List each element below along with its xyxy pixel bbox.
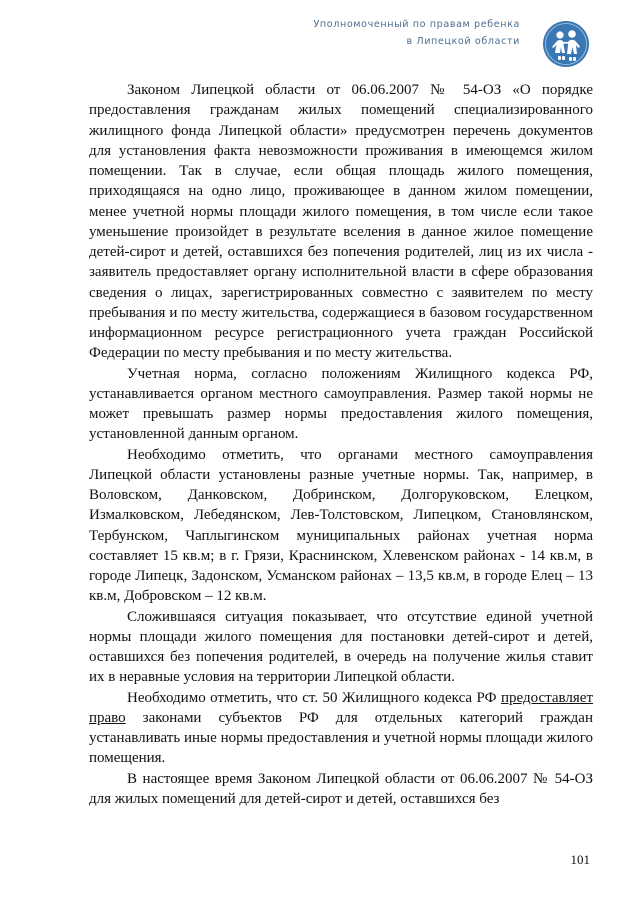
paragraph-5-start: Необходимо отметить, что ст. 50 Жилищного кодекса РФ <box>127 689 501 706</box>
header-caption <box>300 16 520 50</box>
paragraph-1: Законом Липецкой области от 06.06.2007 № 54-ОЗ «О порядке предоставления гражданам жилых помещений специализированного жилищного фонда Липецкой области» предусмотрен перечень документов для установления факта невозможности проживания в имеющемся жилом помещении. Так в случае, если общая площадь жилого помещения, приходящаяся на одно лицо, проживающее в данном жилом помещении, менее учетной нормы площади жилого помещения, в том числе если такое уменьшение произойдет в результате вселения в данное жилое помещение детей-сирот и детей, оставшихся без попечения родителей, лиц из их числа - заявитель предоставляет органу исполнительной власти в сфере образования сведения о лицах, зарегистрированных совместно с заявителем по месту пребывания и по месту жительства, содержащиеся в базовом государственном информационном ресурсе регистрационного учета граждан Российской Федерации по месту пребывания и по месту жительства. <box>89 82 593 362</box>
header-line-2: в Липецкой области <box>406 36 520 47</box>
paragraph-4: Сложившаяся ситуация показывает, что отсутствие единой учетной нормы площади жилого помещения для постановки детей-сирот и детей, оставшихся без попечения родителей, в очередь на получение жилья ставит их в неравные условия на территории Липецкой области. <box>89 608 593 686</box>
paragraph-3: Необходимо отметить, что органами местного самоуправления Липецкой области установлены разные учетные нормы. Так, например, в Воловском, Данковском, Добринском, Долгоруковском, Елецком, Измалковском, Лебедянском, Лев-Толстовском, Липецком, Становлянском, Тербунском, Чаплыгинском муниципальных районах учетная норма составляет 15 кв.м; в г. Грязи, Краснинском, Хлевенском районах - 14 кв.м, в городе Липецк, Задонском, Усманском районах – 13,5 кв.м, в городе Елец – 13 кв.м, Добровском – 12 кв.м. <box>89 446 593 605</box>
header-line-1: Уполномоченный по правам ребенка <box>313 19 520 30</box>
paragraph-2: Учетная норма, согласно положениям Жилищного кодекса РФ, устанавливается органом местного самоуправления. Размер такой нормы не может превышать размер нормы предоставления жилого помещения, установленной данным органом. <box>89 365 593 443</box>
paragraph-5-end: законами субъектов РФ для отдельных категорий граждан устанавливать иные нормы предоставления и учетной нормы площади жилого помещения. <box>89 709 593 767</box>
children-circle-logo-icon <box>542 20 590 68</box>
underlined-phrase: предоставляет право <box>89 689 593 726</box>
document-body <box>89 80 593 809</box>
page-header <box>0 0 640 70</box>
paragraph-5 <box>89 688 593 769</box>
paragraph-6: В настоящее время Законом Липецкой области от 06.06.2007 № 54-ОЗ для жилых помещений для детей-сирот и детей, оставшихся без <box>89 770 593 807</box>
page-number: 101 <box>570 852 590 867</box>
